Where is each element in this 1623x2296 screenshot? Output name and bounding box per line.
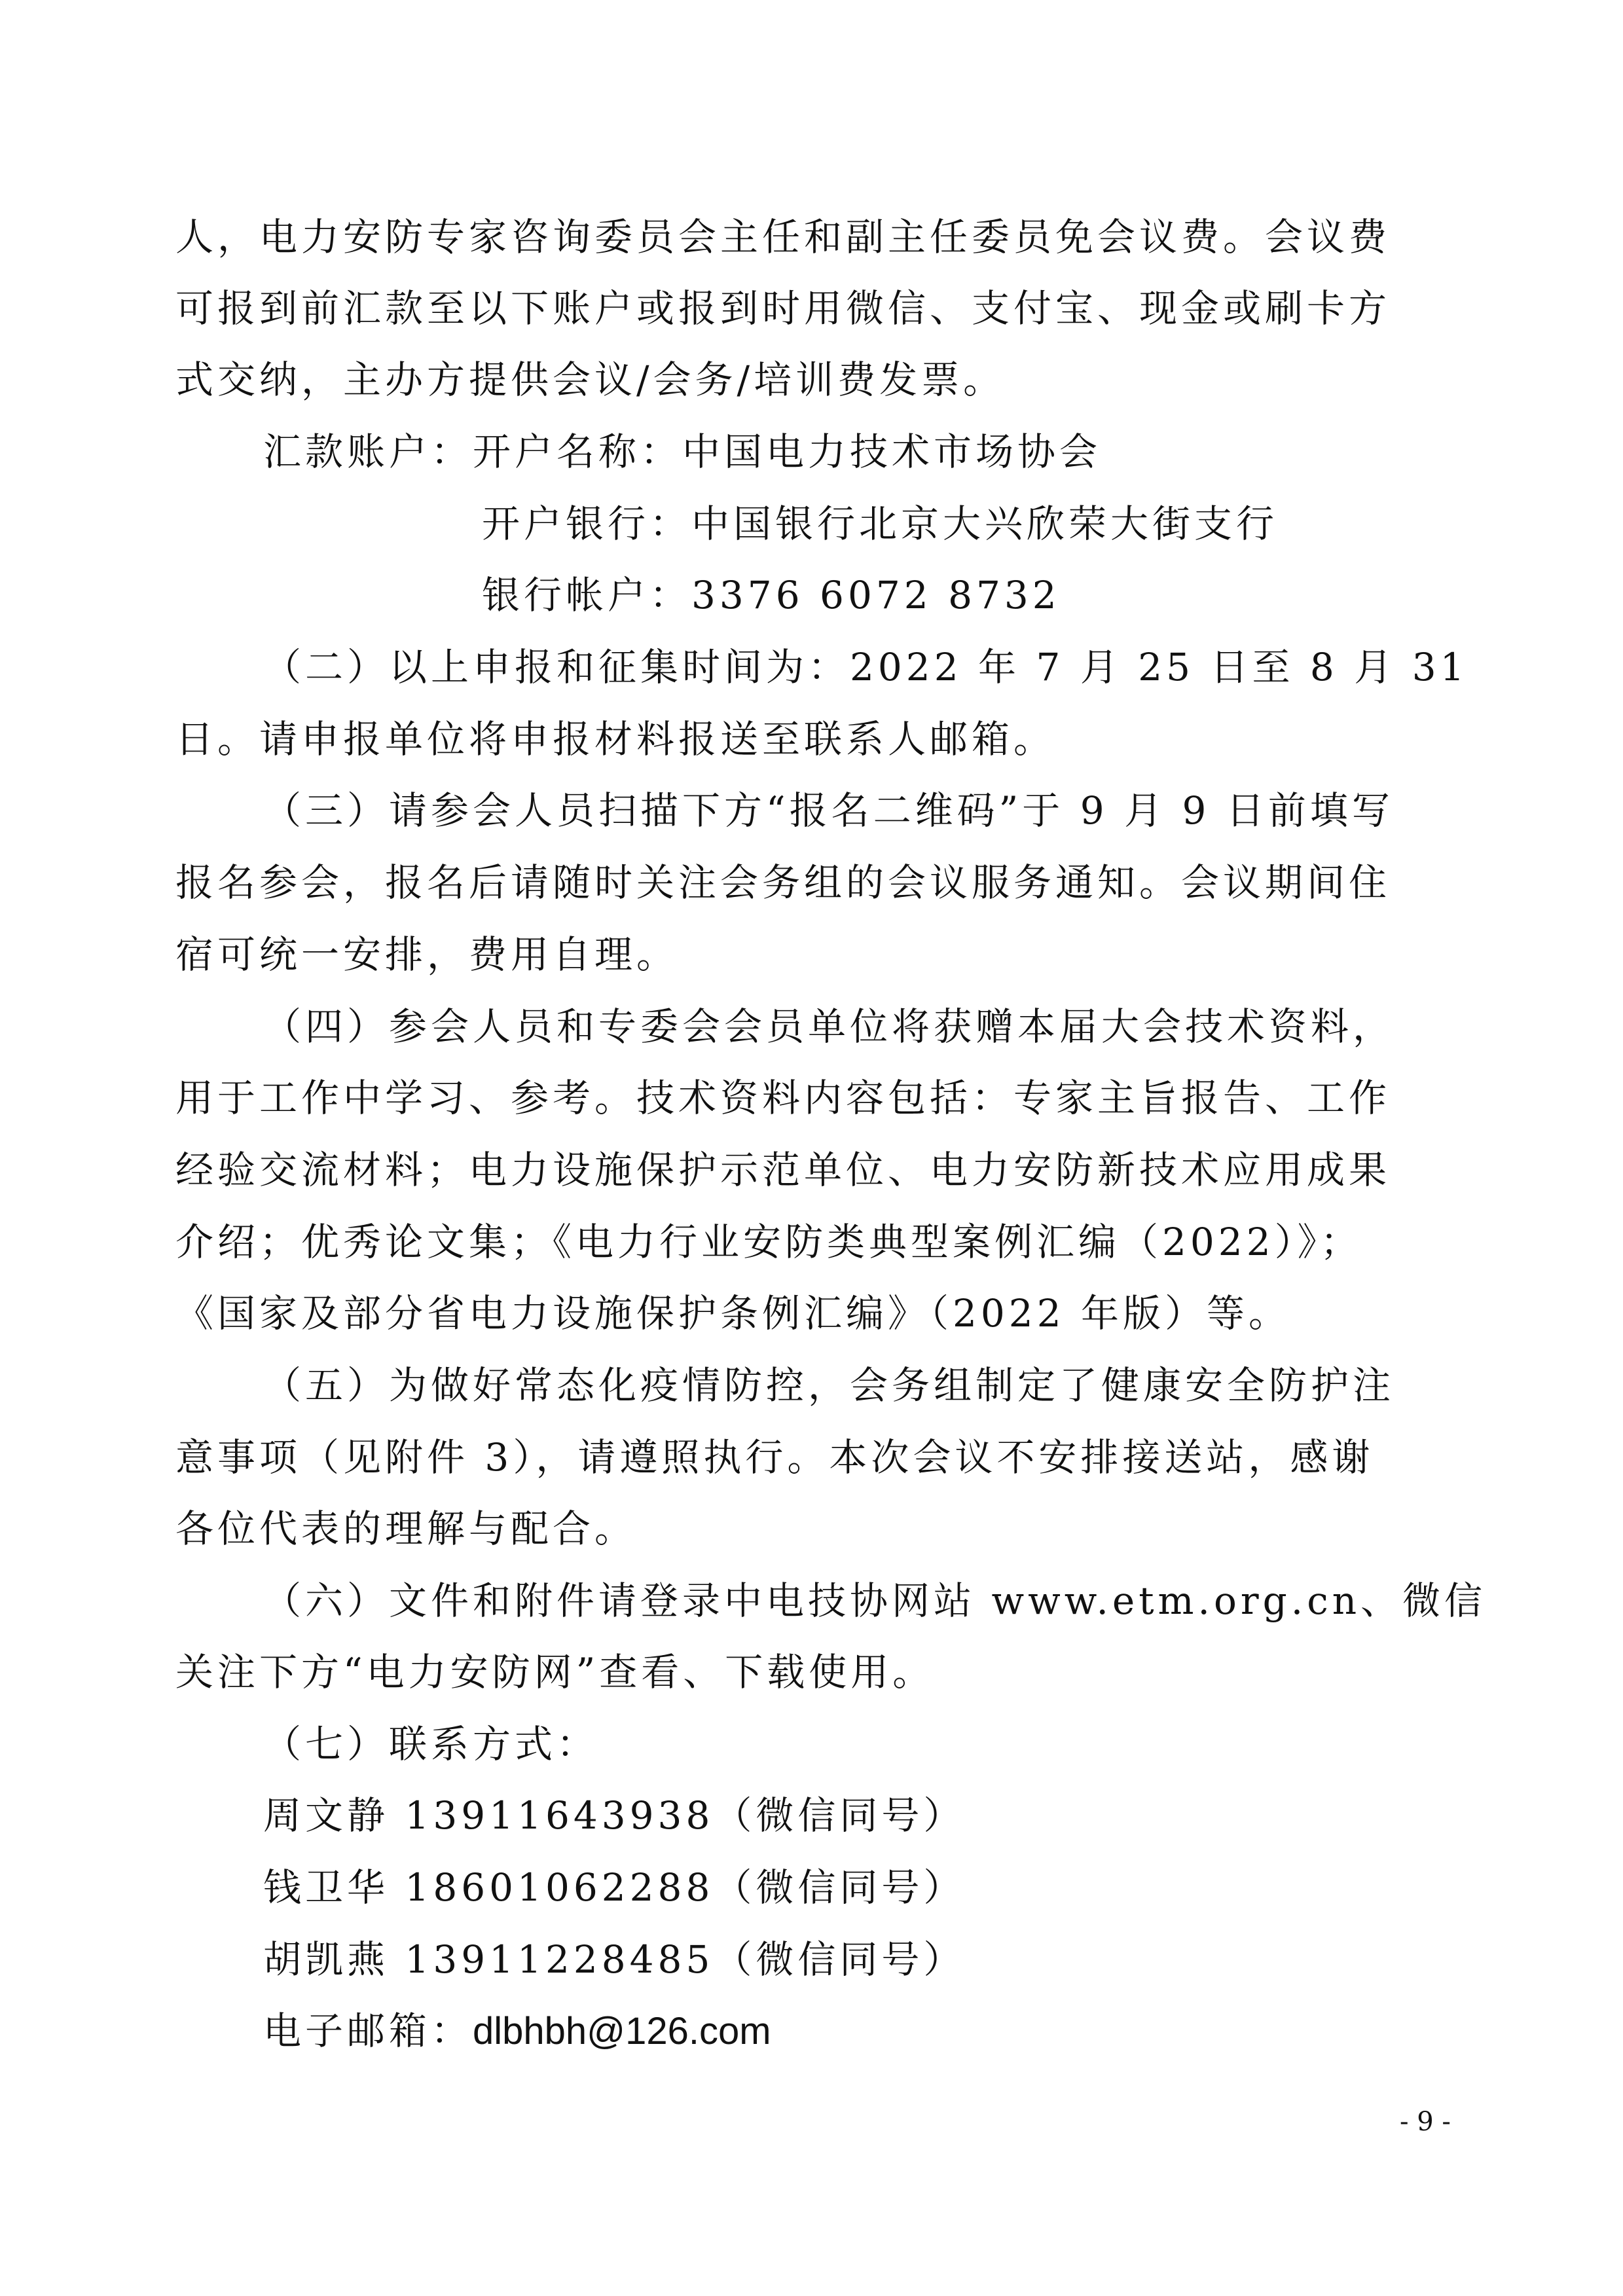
email-label: 电子邮箱： bbox=[263, 2009, 473, 2053]
paragraph-line: 宿可统一安排，费用自理。 bbox=[175, 932, 679, 977]
paragraph-line: 日。请申报单位将申报材料报送至联系人邮箱。 bbox=[175, 717, 1056, 761]
page-number: - 9 - bbox=[1400, 2107, 1451, 2137]
paragraph-line: （二）以上申报和征集时间为：2022 年 7 月 25 日至 8 月 31 bbox=[263, 645, 1468, 689]
paragraph-line: 经验交流材料；电力设施保护示范单位、电力安防新技术应用成果 bbox=[175, 1148, 1391, 1192]
paragraph-line: （五）为做好常态化疫情防控，会务组制定了健康安全防护注 bbox=[263, 1363, 1395, 1408]
contact-heading: （七）联系方式： bbox=[263, 1722, 599, 1766]
remittance-bank-line: 开户银行：中国银行北京大兴欣荣大街支行 bbox=[482, 501, 1279, 546]
paragraph-line: 用于工作中学习、参考。技术资料内容包括：专家主旨报告、工作 bbox=[175, 1076, 1391, 1120]
paragraph-line: 报名参会，报名后请随时关注会务组的会议服务通知。会议期间住 bbox=[175, 860, 1391, 905]
paragraph-line: （六）文件和附件请登录中电技协网站 www.etm.org.cn、微信 bbox=[263, 1578, 1487, 1623]
paragraph-line: 关注下方“电力安防网”查看、下载使用。 bbox=[175, 1650, 935, 1694]
paragraph-line: （三）请参会人员扫描下方“报名二维码”于 9 月 9 日前填写 bbox=[263, 788, 1394, 833]
contact-line: 周文静 13911643938（微信同号） bbox=[263, 1793, 966, 1838]
paragraph-line: 介绍；优秀论文集；《电力行业安防类典型案例汇编（2022）》； bbox=[175, 1220, 1362, 1264]
paragraph-line: 可报到前汇款至以下账户或报到时用微信、支付宝、现金或刷卡方 bbox=[175, 286, 1391, 331]
paragraph-line: 意事项（见附件 3），请遵照执行。本次会议不安排接送站，感谢 bbox=[175, 1435, 1374, 1480]
contact-line: 胡凯燕 13911228485（微信同号） bbox=[263, 1937, 966, 1982]
remittance-account-line: 汇款账户：开户名称：中国电力技术市场协会 bbox=[263, 429, 1102, 474]
paragraph-line: 人，电力安防专家咨询委员会主任和副主任委员免会议费。会议费 bbox=[175, 215, 1391, 259]
remittance-number-line: 银行帐户：3376 6072 8732 bbox=[482, 573, 1061, 617]
paragraph-line: 式交纳，主办方提供会议/会务/培训费发票。 bbox=[175, 357, 1006, 402]
paragraph-line: 各位代表的理解与配合。 bbox=[175, 1506, 637, 1551]
paragraph-line: 《国家及部分省电力设施保护条例汇编》（2022 年版）等。 bbox=[175, 1291, 1291, 1336]
contact-line: 钱卫华 18601062288（微信同号） bbox=[263, 1865, 966, 1910]
email-line bbox=[263, 2005, 771, 2058]
paragraph-line: （四）参会人员和专委会会员单位将获赠本届大会技术资料， bbox=[263, 1004, 1395, 1049]
email-value: dlbhbh@126.com bbox=[473, 2010, 771, 2052]
